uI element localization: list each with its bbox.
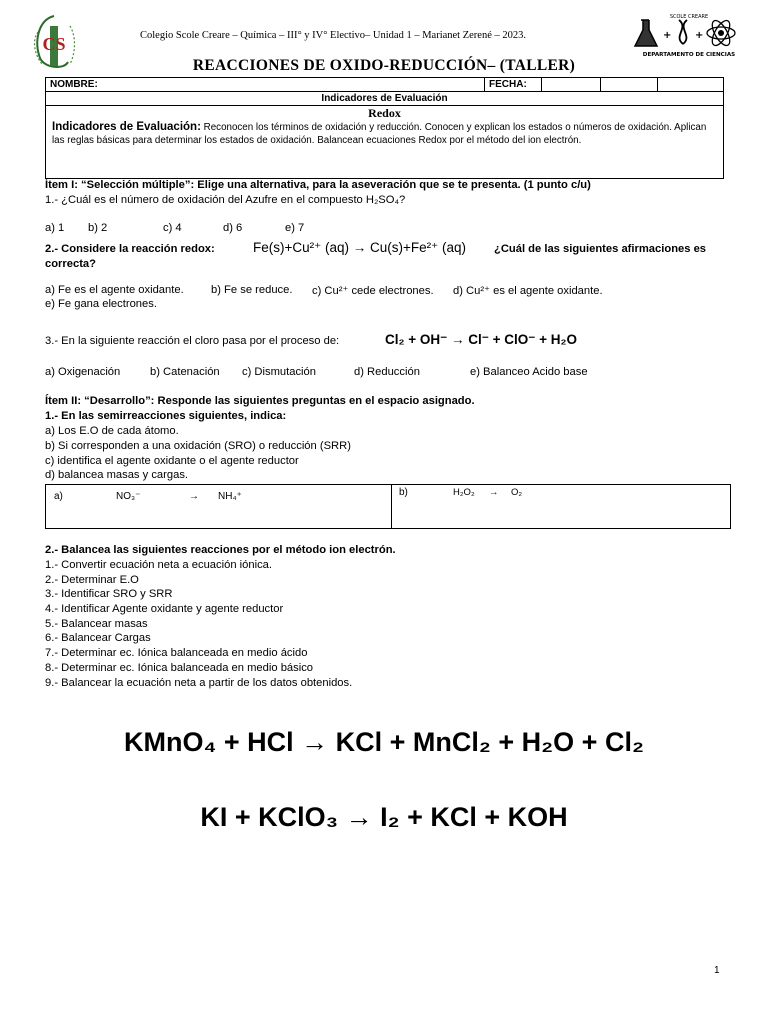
box-b-reactant: H₂O₂ [453, 487, 475, 498]
redox-title: Redox [368, 106, 401, 120]
box-a-reactant: NO₃⁻ [116, 491, 141, 502]
box-a-arrow: → [189, 491, 199, 502]
equation-2: KI + KClO₃ → I₂ + KCl + KOH [200, 802, 568, 832]
svg-text:+: + [695, 30, 704, 41]
q3-option-e[interactable]: e) Balanceo Acido base [470, 366, 588, 378]
page-title: REACCIONES DE OXIDO-REDUCCIÓN– (TALLER) [192, 57, 576, 74]
item1-q1: 1.- ¿Cuál es el número de oxidación del Azufre en el compuesto H₂SO₄? [45, 194, 406, 206]
step-6: 6.- Balancear Cargas [45, 632, 151, 644]
redox-indicators-box [45, 106, 724, 179]
box-a-label: a) [54, 491, 63, 502]
q3-option-c[interactable]: c) Dismutación [242, 366, 316, 378]
q2-equation: Fe(s)+Cu²⁺ (aq) → Cu(s)+Fe²⁺ (aq) [253, 240, 467, 255]
indicadores-header: Indicadores de Evaluación [46, 92, 724, 106]
q2-option-b[interactable]: b) Fe se reduce. [211, 284, 293, 296]
q3-option-a[interactable]: a) Oxigenación [45, 366, 121, 378]
q2-question-cont: correcta? [45, 258, 96, 270]
header-line: Colegio Scole Creare – Química – III° y IV° Electivo– Unidad 1 – Marianet Zerené – 2023. [140, 30, 526, 41]
item2-heading: Ítem II: “Desarrollo”: Responde las siguientes preguntas en el espacio asignado. [45, 395, 475, 407]
fecha-cell-2[interactable] [601, 78, 658, 92]
q2-option-d[interactable]: d) Cu²⁺ es el agente oxidante. [453, 285, 603, 297]
item2-q1-c: c) identifica el agente oxidante o el agente reductor [45, 455, 299, 467]
item1-q2-intro: 2.- Considere la reacción redox: [45, 243, 215, 255]
q1-option-b[interactable]: b) 2 [88, 222, 108, 234]
q1-option-c[interactable]: c) 4 [163, 222, 182, 234]
fecha-label: FECHA: [485, 78, 542, 92]
equation-1: KMnO₄ + HCl → KCl + MnCl₂ + H₂O + Cl₂ [124, 727, 644, 757]
step-2: 2.- Determinar E.O [45, 574, 139, 586]
box-b-label: b) [399, 487, 408, 498]
step-3: 3.- Identificar SRO y SRR [45, 588, 173, 600]
dept-bottom-label: DEPARTAMENTO DE CIENCIAS [642, 52, 736, 58]
page-number: 1 [714, 965, 720, 976]
item2-q1-a: a) Los E.O de cada átomo. [45, 425, 179, 437]
step-5: 5.- Balancear masas [45, 618, 148, 630]
item2-q2: 2.- Balancea las siguientes reacciones por el método ion electrón. [45, 544, 396, 556]
step-7: 7.- Determinar ec. Iónica balanceada en medio ácido [45, 647, 308, 659]
step-4: 4.- Identificar Agente oxidante y agente reductor [45, 603, 284, 615]
item1-q3-intro: 3.- En la siguiente reacción el cloro pasa por el proceso de: [45, 335, 340, 347]
q2-option-a[interactable]: a) Fe es el agente oxidante. [45, 284, 184, 296]
q3-equation: Cl₂ + OH⁻ → Cl⁻ + ClO⁻ + H₂O [385, 332, 578, 347]
item2-q1-b: b) Si corresponden a una oxidación (SRO) o reducción (SRR) [45, 440, 351, 452]
box-b-arrow: → [489, 487, 499, 498]
fecha-cell-3[interactable] [658, 78, 724, 92]
q1-option-d[interactable]: d) 6 [223, 222, 243, 234]
indicators-label: Indicadores de Evaluación: [52, 121, 201, 133]
dept-top-label: SCOLE CREARE [669, 14, 709, 20]
fecha-cell-1[interactable] [542, 78, 601, 92]
q3-option-d[interactable]: d) Reducción [354, 366, 420, 378]
step-9: 9.- Balancear la ecuación neta a partir de los datos obtenidos. [45, 677, 353, 689]
box-a-product: NH₄⁺ [218, 491, 242, 502]
q1-option-e[interactable]: e) 7 [285, 222, 305, 234]
box-b-product: O₂ [511, 487, 523, 498]
nombre-field[interactable]: NOMBRE: [46, 78, 485, 92]
q3-option-b[interactable]: b) Catenación [150, 366, 220, 378]
step-8: 8.- Determinar ec. Iónica balanceada en medio básico [45, 662, 314, 674]
semireaction-answer-box [45, 484, 731, 529]
student-info-table [45, 77, 724, 106]
item2-q1-d: d) balancea masas y cargas. [45, 469, 189, 481]
q2-option-c[interactable]: c) Cu²⁺ cede electrones. [312, 285, 434, 297]
q1-option-a[interactable]: a) 1 [45, 222, 65, 234]
logo-letters: CS [42, 34, 66, 54]
indicators-body: Reconocen los términos de oxidación y reducción. Conocen y explican los estados o números de oxidación. Aplican las reglas básicas para determinar los estados de oxidación. Balancean ecuaciones Redox por el método del ion electrón. [52, 122, 707, 146]
q2-option-e[interactable]: e) Fe gana electrones. [45, 298, 157, 310]
q2-question: ¿Cuál de las siguientes afirmaciones es [494, 243, 707, 255]
svg-text:+: + [663, 30, 672, 41]
indicators-text [52, 121, 717, 147]
step-1: 1.- Convertir ecuación neta a ecuación iónica. [45, 559, 272, 571]
item2-q1: 1.- En las semirreacciones siguientes, indica: [45, 410, 287, 422]
item1-heading: Ítem I: “Selección múltiple”: Elige una alternativa, para la aseveración que se te presenta. (1 punto c/u) [45, 179, 591, 191]
science-department-logo [633, 12, 745, 58]
